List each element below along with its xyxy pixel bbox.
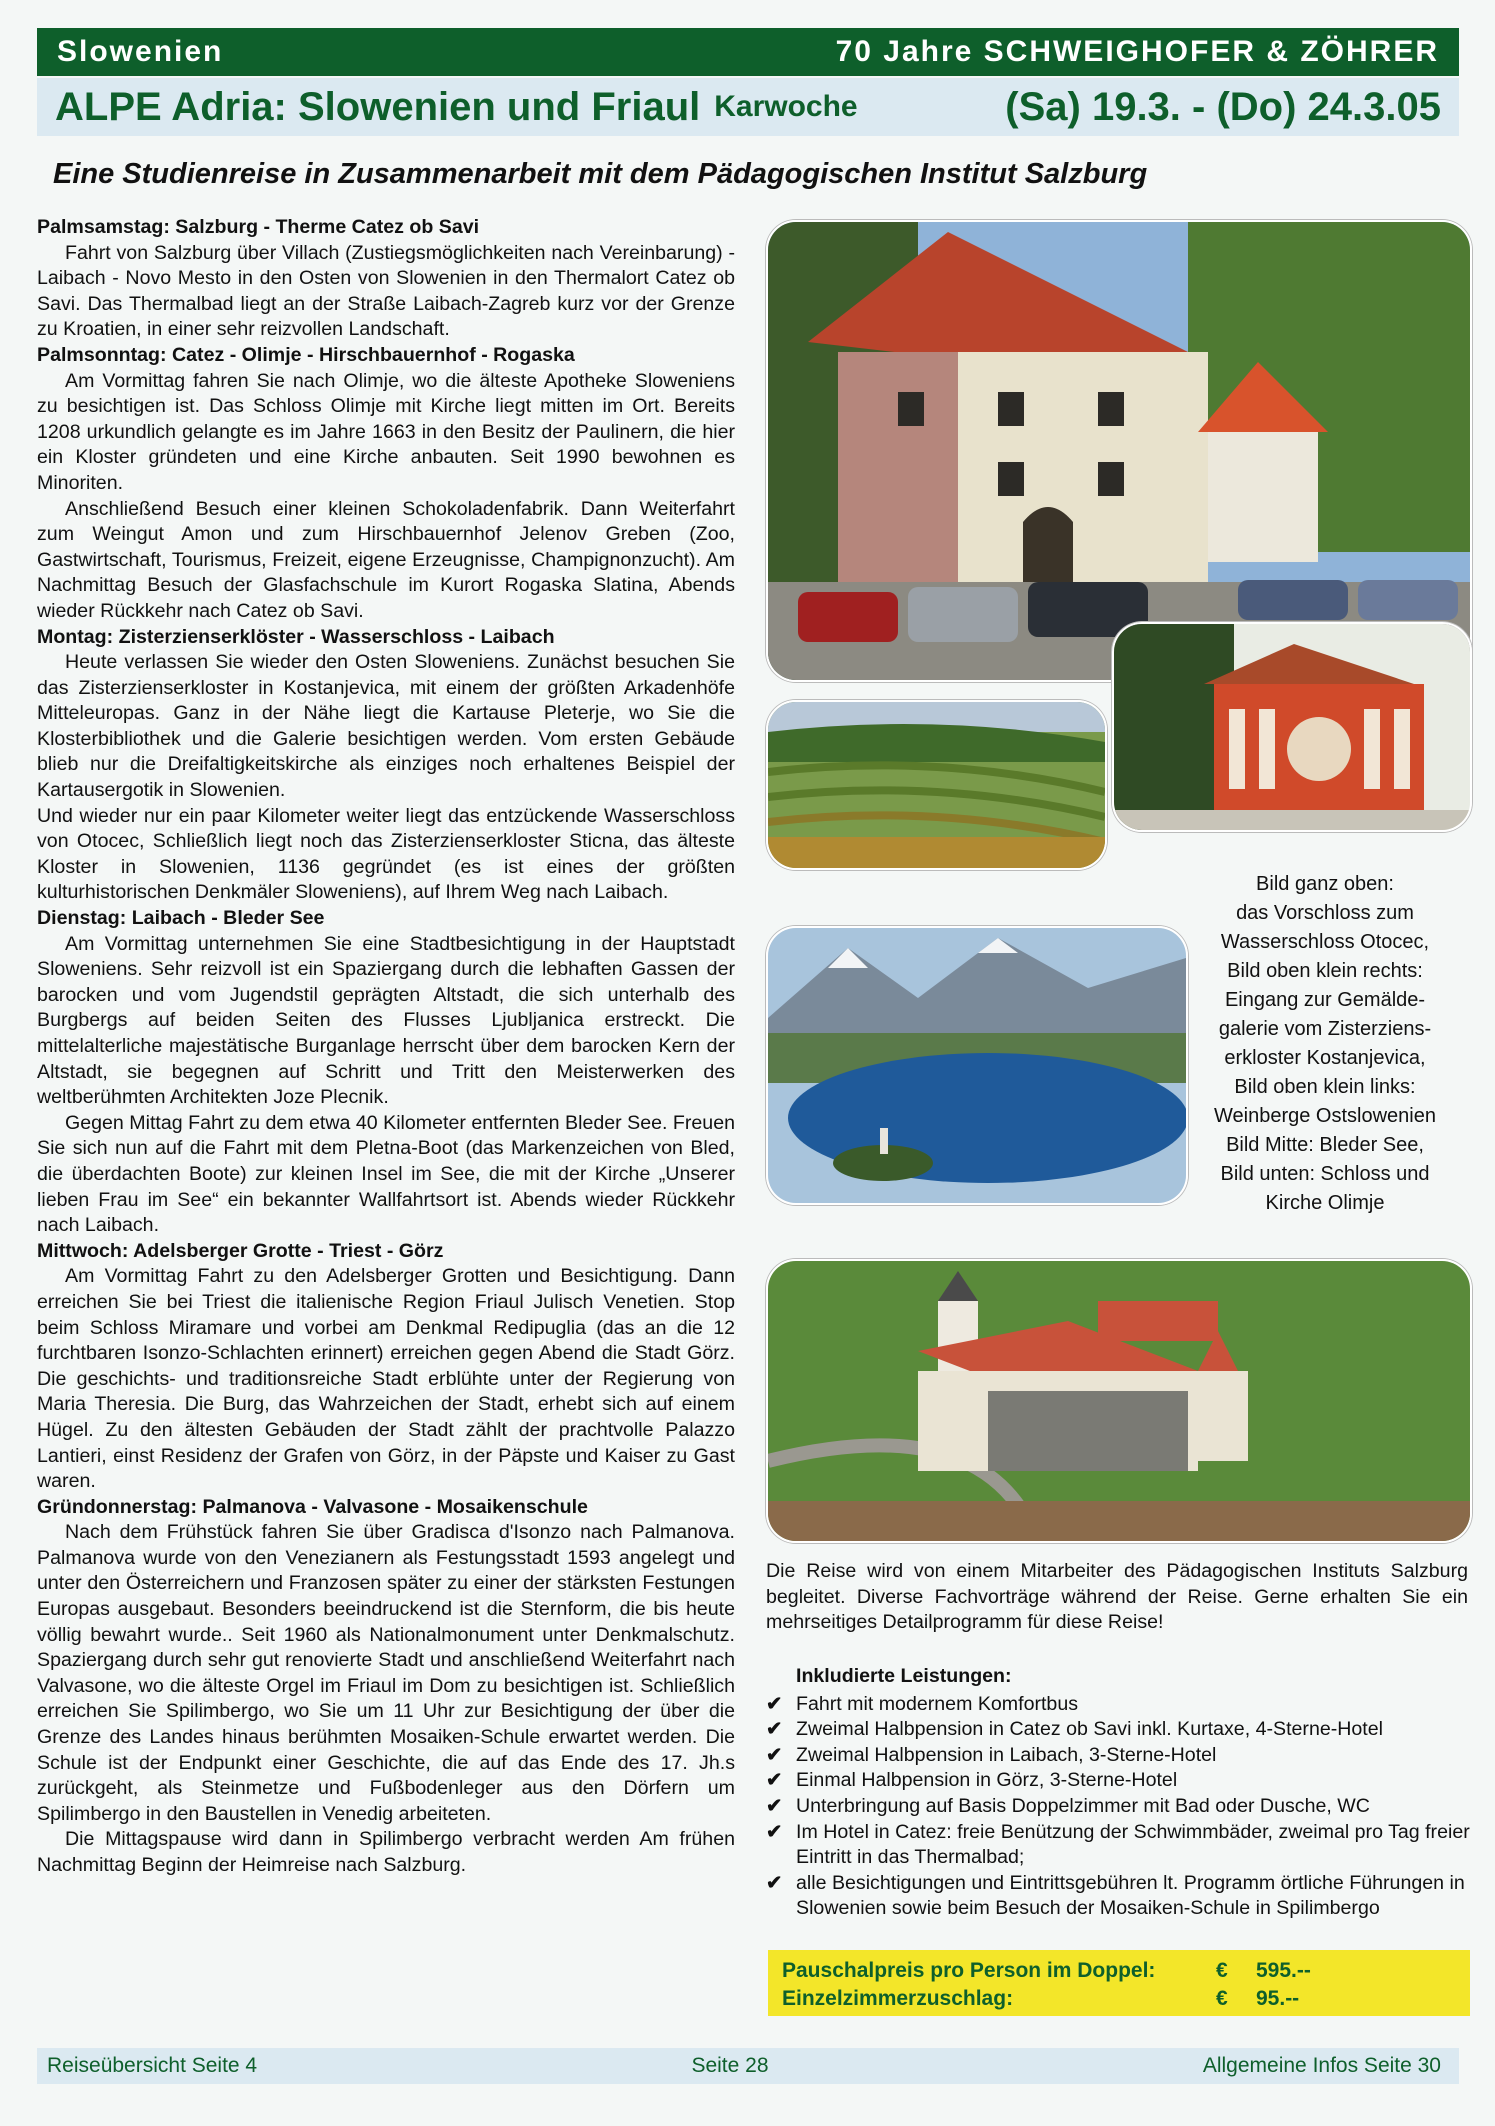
itinerary-day xyxy=(37,215,735,343)
included-heading: Inkludierte Leistungen: xyxy=(796,1665,1012,1687)
included-item: Unterbringung auf Basis Doppelzimmer mit Bad oder Dusche, WC xyxy=(796,1794,1370,1817)
page-number: Seite 28 xyxy=(691,2054,769,2077)
check-icon: ✔ xyxy=(766,1769,783,1792)
check-icon: ✔ xyxy=(766,1692,783,1715)
day-heading: Mittwoch: Adelsberger Grotte - Triest - Görz xyxy=(37,1239,444,1262)
list-item xyxy=(766,1794,1471,1820)
itinerary-day xyxy=(37,906,735,1239)
price-currency: € xyxy=(1216,1987,1228,2010)
photo-lake-bled xyxy=(766,926,1188,1205)
lake-photo-graphic xyxy=(768,928,1186,1203)
itinerary-column xyxy=(37,215,735,1879)
included-item: Im Hotel in Catez: freie Benützung der Schwimmbäder, zweimal pro Tag freier Eintritt in das Thermalbad; xyxy=(796,1820,1470,1869)
day-heading: Dienstag: Laibach - Bleder See xyxy=(37,907,325,930)
included-item: alle Besichtigungen und Eintrittsgebühren lt. Programm örtliche Führungen in Slowenien sowie beim Besuch der Mosaiken-Schule in Spilimbergo xyxy=(796,1871,1465,1920)
caption-line: galerie vom Zisterziens- xyxy=(1218,1018,1432,1040)
subtitle: Eine Studienreise in Zusammenarbeit mit dem Pädagogischen Institut Salzburg xyxy=(53,158,1148,190)
included-item: Zweimal Halbpension in Catez ob Savi inkl. Kurtaxe, 4-Sterne-Hotel xyxy=(796,1718,1383,1741)
caption-line: Kirche Olimje xyxy=(1265,1192,1385,1214)
itinerary-day xyxy=(37,343,735,625)
caption-line: Bild oben klein rechts: xyxy=(1227,960,1423,982)
caption-line: Bild ganz oben: xyxy=(1256,873,1394,895)
list-item xyxy=(766,1871,1471,1922)
caption-line: Wasserschloss Otocec, xyxy=(1220,931,1430,953)
check-icon: ✔ xyxy=(766,1718,783,1741)
day-heading: Palmsamstag: Salzburg - Therme Catez ob Savi xyxy=(37,216,480,238)
itinerary-day xyxy=(37,625,735,907)
caption-line: Weinberge Ostslowenien xyxy=(1214,1105,1436,1127)
day-paragraph: Am Vormittag fahren Sie nach Olimje, wo die älteste Apotheke Sloweniens zu besichtigen ist. Das Schloss Olimje mit Kirche liegt mitten im Ort. Bereits 1208 urkundlich gelangte es im Jahre 1663 in den Besitz der Paulinern, die hier ein Kloster gründeten und eine Kirche anbauten. Seit 1990 bewohnen es Minoriten. xyxy=(37,369,735,494)
caption-line: erkloster Kostanjevica, xyxy=(1224,1047,1426,1069)
price-label: Einzelzimmerzuschlag: xyxy=(782,1987,1014,2010)
caption-line: das Vorschloss zum xyxy=(1236,902,1414,924)
itinerary-day xyxy=(37,1495,735,1879)
check-icon: ✔ xyxy=(766,1794,783,1817)
price-amount: 595.-- xyxy=(1256,1959,1311,1982)
day-heading: Gründonnerstag: Palmanova - Valvasone - Mosaikenschule xyxy=(37,1495,588,1518)
price-row xyxy=(782,1985,1458,2013)
price-box xyxy=(768,1950,1470,2016)
region-label: Slowenien xyxy=(57,35,224,68)
included-item: Zweimal Halbpension in Laibach, 3-Sterne-Hotel xyxy=(796,1743,1217,1766)
list-item xyxy=(766,1743,1471,1769)
day-paragraph: Nach dem Frühstück fahren Sie über Gradisca d'Isonzo nach Palmanova. Palmanova wurde von den Venezianern als Festungsstadt 1593 angelegt und unter den Österreichern und Franzosen später zu einer der stärksten Festungen Europas ausgebaut. Besonders beeindruckend ist die Sternform, die bis heute völlig bewahrt wurde.. Seit 1960 als Nationalmonument unter Denkmalschutz. Spaziergang durch sehr gut renovierte Stadt und anschließend Weiterfahrt nach Valvasone, wo die älteste Orgel im Friaul im Dom zu besichtigen ist. Schließlich erreichen Sie Spilimbergo, wo Sie um 11 Uhr zur Besichtigung der über die Grenze des Landes hinaus berühmten Mosaiken-Schule erwartet werden. Die Schule ist der Endpunkt einer Geschichte, die auf das Ende des 17. Jh.s zurückgeht, als Steinmetze und Fußbodenleger aus den Dörfern um Spilimbergo in den Baustellen in Venedig arbeiteten. xyxy=(37,1521,735,1825)
guide-note: Die Reise wird von einem Mitarbeiter des Pädagogischen Instituts Salzburg begleitet. Diverse Fachvorträge während der Reise. Gerne erhalten Sie ein mehrseitiges Detailprogramm für diese Reise! xyxy=(766,1560,1468,1634)
list-item xyxy=(766,1768,1471,1794)
check-icon: ✔ xyxy=(766,1871,783,1894)
company-label: 70 Jahre SCHWEIGHOFER & ZÖHRER xyxy=(835,35,1439,68)
olimje-photo-graphic xyxy=(768,1261,1470,1541)
travel-dates: (Sa) 19.3. - (Do) 24.3.05 xyxy=(1005,84,1441,129)
price-amount: 95.-- xyxy=(1256,1987,1300,2010)
top-banner xyxy=(37,28,1459,76)
itinerary-day xyxy=(37,1239,735,1495)
photo-vineyards xyxy=(766,700,1107,870)
monastery-photo-graphic xyxy=(1114,624,1470,830)
day-paragraph: Die Mittagspause wird dann in Spilimbergo verbracht werden Am frühen Nachmittag Beginn der Heimreise nach Salzburg. xyxy=(37,1828,735,1876)
check-icon: ✔ xyxy=(766,1743,783,1766)
day-paragraph: Am Vormittag Fahrt zu den Adelsberger Grotten und Besichtigung. Dann erreichen Sie bei Triest die italienische Region Friaul Julisch Venetien. Stop beim Schloss Miramare und vorbei am Denkmal Redipuglia (das an die 12 furchtbaren Isonzo-Schlachten erinnert) erreichen gegen Abend die Stadt Görz. Die geschichts- und traditionsreiche Stadt erblühte unter der Regierung von Maria Theresia. Die Burg, das Wahrzeichen der Stadt, erhebt sich auf einem Hügel. Zu den ältesten Gebäuden der Stadt zählt der prachtvolle Palazzo Lantieri, einst Residenz der Grafen von Görz, in der Päpste und Kaiser zu Gast waren. xyxy=(37,1265,735,1493)
photo-olimje-castle xyxy=(766,1259,1472,1543)
day-paragraph: Gegen Mittag Fahrt zu dem etwa 40 Kilometer entfernten Bleder See. Freuen Sie sich nun auf die Fahrt mit dem Pletna-Boot (das Markenzeichen von Bled, die überdachten Boote) zur kleinen Insel im See, die mit der Kirche „Unserer lieben Frau im See“ ein bekannter Wallfahrtsort ist. Abends wieder Rückkehr nach Laibach. xyxy=(37,1111,735,1237)
included-services xyxy=(766,1664,1471,1922)
price-label: Pauschalpreis pro Person im Doppel: xyxy=(782,1959,1156,1982)
day-paragraph: Fahrt von Salzburg über Villach (Zustiegsmöglichkeiten nach Vereinbarung) - Laibach - Novo Mesto in den Osten von Slowenien in den Thermalort Catez ob Savi. Das Thermalbad liegt an der Straße Laibach-Zagreb kurz vor der Grenze zu Kroatien, in einer sehr reizvollen Landschaft. xyxy=(37,241,735,341)
check-icon: ✔ xyxy=(766,1820,783,1843)
day-paragraph: Anschließend Besuch einer kleinen Schokoladenfabrik. Dann Weiterfahrt zum Weingut Amon und zum Hirschbauernhof Jelenov Greben (Zoo, Gastwirtschaft, Tourismus, Freizeit, eigene Erzeugnisse, Champignonzucht). Am Nachmittag Besuch der Glasfachschule im Kurort Rogaska Slatina, Abends wieder Rückkehr nach Catez ob Savi. xyxy=(37,497,735,622)
included-item: Fahrt mit modernem Komfortbus xyxy=(796,1692,1079,1715)
photo-monastery-entrance xyxy=(1112,622,1472,832)
list-item xyxy=(766,1820,1471,1871)
day-heading: Palmsonntag: Catez - Olimje - Hirschbauernhof - Rogaska xyxy=(37,343,575,366)
day-paragraph: Am Vormittag unternehmen Sie eine Stadtbesichtigung in der Hauptstadt Sloweniens. Sehr reizvoll ist ein Spaziergang durch die lebhaften Gassen der barocken und vom Jugendstil geprägten Altstadt, die sich unterhalb des Burgbergs auf beiden Seiten des Flusses Ljubljanica erstreckt. Die mittelalterliche majestätische Burganlage herrscht über dem barocken Kern der Altstadt, sie begegnen auf Schritt und Tritt den Meisterwerken des weltberühmten Architekten Joze Plecnik. xyxy=(37,932,735,1109)
footer-link-overview[interactable]: Reiseübersicht Seite 4 xyxy=(47,2054,258,2077)
photo-otocec-castle xyxy=(766,220,1472,682)
caption-line: Eingang zur Gemälde- xyxy=(1224,989,1426,1011)
footer-link-general-info[interactable]: Allgemeine Infos Seite 30 xyxy=(1202,2054,1441,2077)
list-item xyxy=(766,1717,1471,1743)
vineyard-photo-graphic xyxy=(768,702,1105,868)
list-item xyxy=(766,1692,1471,1718)
caption-line: Bild unten: Schloss und xyxy=(1220,1163,1430,1185)
caption-line: Bild Mitte: Bleder See, xyxy=(1226,1134,1424,1156)
day-paragraph: Heute verlassen Sie wieder den Osten Sloweniens. Zunächst besuchen Sie das Zisterzienserkloster in Kostanjevica, mit einem der größten Arkadenhöfe Mitteleuropas. Ganz in der Nähe liegt die Kartause Pleterje, wo Sie die Klosterbibliothek und die Galerie besichtigen werden. Vom ersten Gebäude blieb nur die Dreifaltigkeitskirche als einziges noch erhaltenes Beispiel der Kartausergotik in Slowenien. xyxy=(37,651,735,802)
title-suffix: Karwoche xyxy=(714,90,858,123)
title-bar xyxy=(37,78,1459,136)
day-paragraph: Und wieder nur ein paar Kilometer weiter liegt das entzückende Wasserschloss von Otocec, Schließlich liegt noch das Zisterzienserkloster Sticna, das älteste Kloster in Slowenien, 1136 gegründet (es ist eines der größten kulturhistorischen Denkmäler Sloweniens), auf Ihrem Weg nach Laibach. xyxy=(37,804,735,904)
day-heading: Montag: Zisterzienserklöster - Wasserschloss - Laibach xyxy=(37,625,555,648)
included-item: Einmal Halbpension in Görz, 3-Sterne-Hotel xyxy=(796,1769,1178,1792)
photo-caption xyxy=(1195,870,1455,1218)
page-footer xyxy=(37,2048,1459,2084)
castle-photo-graphic xyxy=(768,222,1470,680)
price-row xyxy=(782,1957,1458,1985)
caption-line: Bild oben klein links: xyxy=(1234,1076,1416,1098)
price-currency: € xyxy=(1216,1959,1228,1982)
page-title: ALPE Adria: Slowenien und Friaul xyxy=(55,84,701,129)
